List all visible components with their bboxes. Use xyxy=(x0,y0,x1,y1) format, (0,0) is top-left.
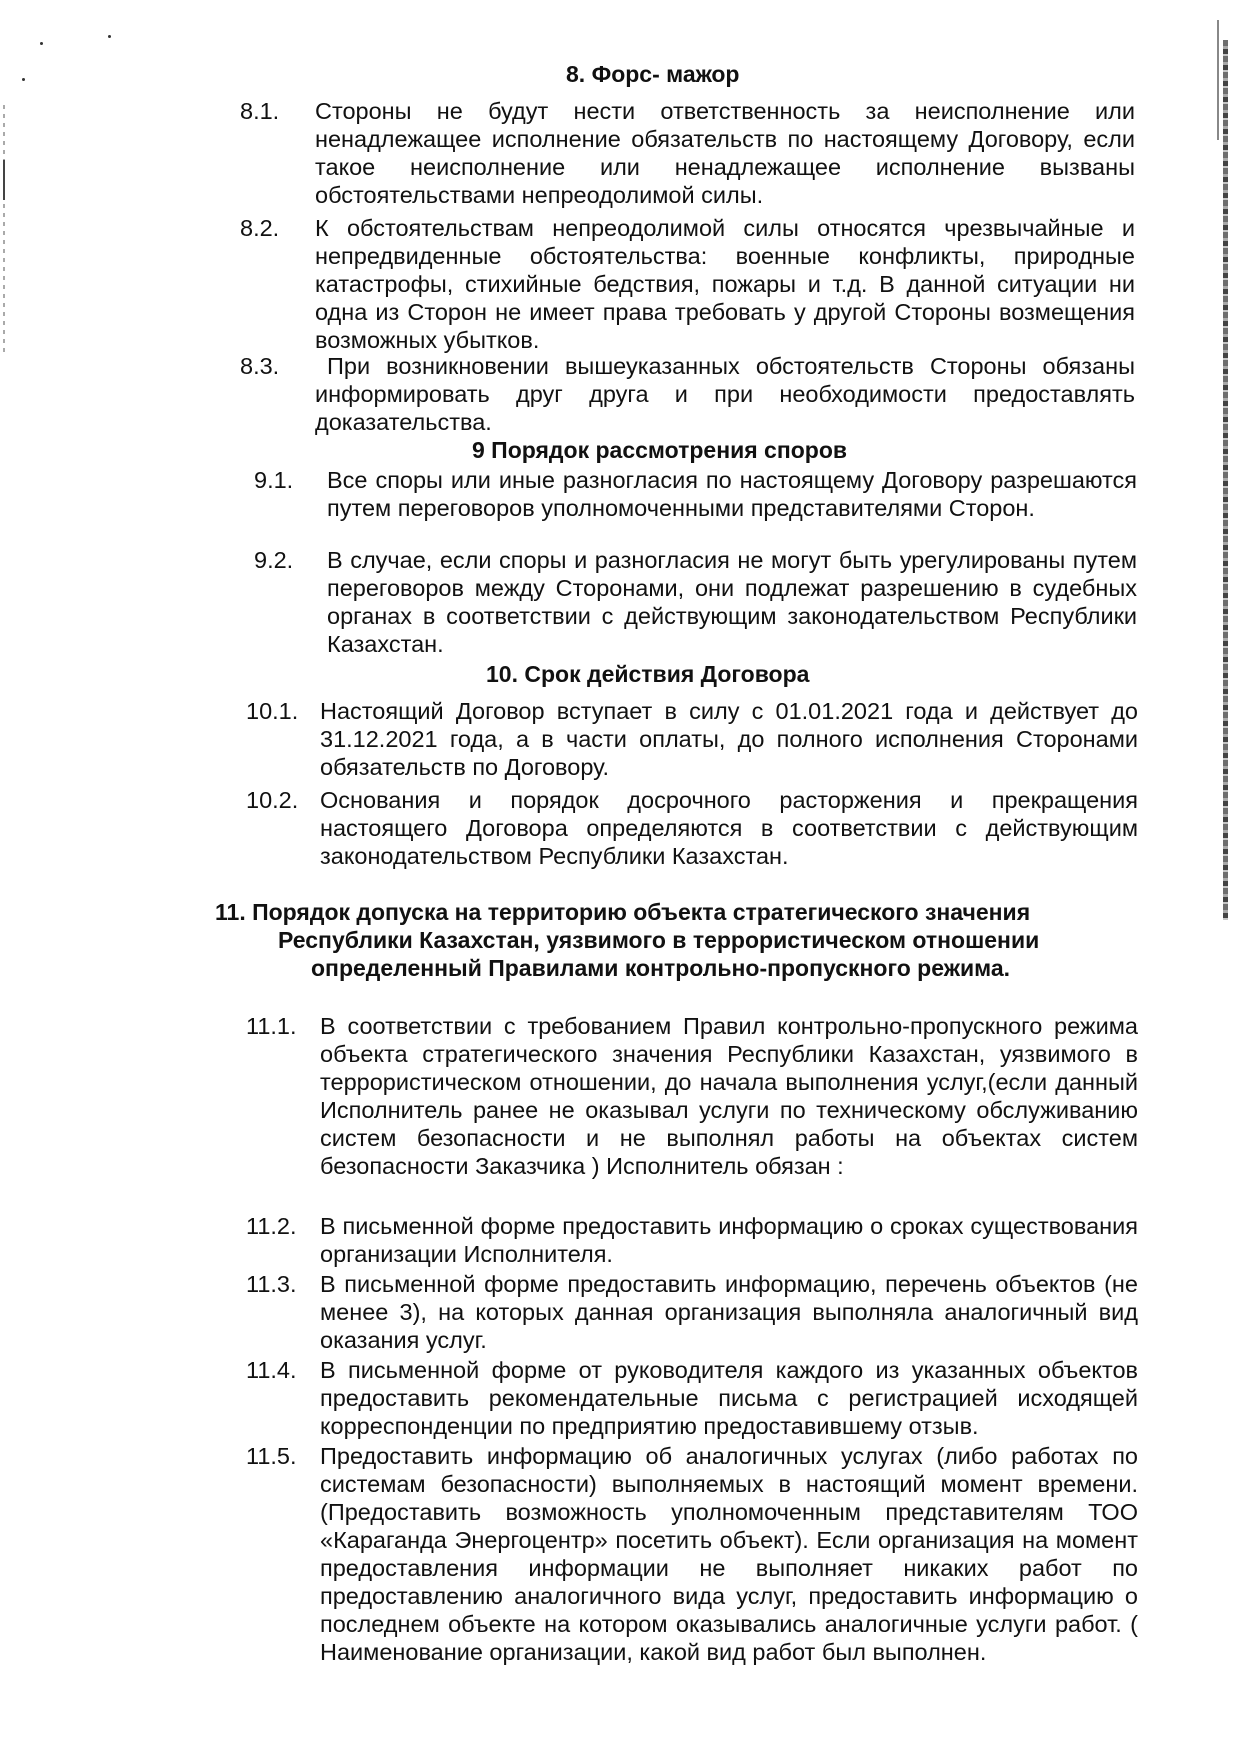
scan-edge-right xyxy=(1223,40,1228,920)
clause-number: 10.1. xyxy=(246,698,299,724)
section-11-heading-line2: Республики Казахстан, уязвимого в террористическом отношении xyxy=(278,927,1040,953)
clause-text: В письменной форме предоставить информацию, перечень объектов (не менее 3), на которых данная организация выполняла аналогичный вид оказания услуг. xyxy=(320,1271,1138,1353)
scan-edge-left xyxy=(3,105,5,355)
clause-number: 10.2. xyxy=(246,787,299,813)
clause-number: 8.1. xyxy=(240,98,280,124)
section-9-heading: 9 Порядок рассмотрения споров xyxy=(472,437,848,463)
clause-text: В письменной форме предоставить информацию о сроках существования организации Исполнителя. xyxy=(320,1213,1138,1267)
clause-text: Настоящий Договор вступает в силу с 01.01.2021 года и действует до 31.12.2021 года, а в части оплаты, до полного исполнения Сторонами обязательств по Договору. xyxy=(320,698,1138,780)
section-11-heading-line1: 11. Порядок допуска на территорию объекта стратегического значения xyxy=(215,899,1031,925)
clause-number: 11.5. xyxy=(246,1443,297,1469)
clause-number: 11.4. xyxy=(246,1357,297,1383)
section-8-heading: 8. Форс- мажор xyxy=(566,61,740,87)
clause-text: Предоставить информацию об аналогичных услугах (либо работах по системам безопасности) выполняемых в настоящий момент времени. (Предоставить возможность уполномоченным представителям ТОО «Караганда Энергоцентр» посетить объект). Если организация на момент предоставления информации не выполняет никаких работ по предоставлению аналогичного вида услуг, предоставить информацию о последнем объекте на котором оказывались аналогичные услуги работ. ( Наименование организации, какой вид работ был выполнен. xyxy=(320,1443,1138,1665)
scan-speck xyxy=(40,42,43,45)
clause-text: К обстоятельствам непреодолимой силы относятся чрезвычайные и непредвиденные обстоятельства: военные конфликты, природные катастрофы, стихийные бедствия, пожары и т.д. В данной ситуации ни одна из Сторон не имеет права требовать у другой Стороны возмещения возможных убытков. xyxy=(315,215,1135,353)
clause-text: В соответствии с требованием Правил контрольно-пропускного режима объекта стратегического значения Республики Казахстан, уязвимого в террористическом отношении, до начала выполнения услуг,(если данный Исполнитель ранее не оказывал услуги по техническому обслуживанию систем безопасности и не выполнял работы на объектах систем безопасности Заказчика ) Исполнитель обязан : xyxy=(320,1013,1138,1179)
section-11-heading-line3: определенный Правилами контрольно-пропускного режима. xyxy=(311,955,1011,981)
clause-text: Все споры или иные разногласия по настоящему Договору разрешаются путем переговоров уполномоченными представителями Сторон. xyxy=(327,467,1137,521)
clause-text: В случае, если споры и разногласия не могут быть урегулированы путем переговоров между Сторонами, они подлежат разрешению в судебных органах в соответствии с действующим законодательством Республики Казахстан. xyxy=(327,547,1137,657)
clause-number: 9.1. xyxy=(254,467,294,493)
scan-edge-right-mark xyxy=(1217,20,1219,140)
clause-text: При возникновении вышеуказанных обстоятельств Стороны обязаны информировать друг друга и при необходимости предоставлять доказательства. xyxy=(315,353,1135,435)
scan-speck xyxy=(22,78,25,81)
clause-number: 11.2. xyxy=(246,1213,297,1239)
section-10-heading: 10. Срок действия Договора xyxy=(486,661,810,687)
scan-edge-left-mark xyxy=(3,160,5,200)
clause-number: 8.3. xyxy=(240,353,280,379)
clause-number: 8.2. xyxy=(240,215,280,241)
clause-text: Стороны не будут нести ответственность за неисполнение или ненадлежащее исполнение обязательств по настоящему Договору, если такое неисполнение или ненадлежащее исполнение вызваны обстоятельствами непреодолимой силы. xyxy=(315,98,1135,208)
clause-number: 9.2. xyxy=(254,547,294,573)
clause-text: В письменной форме от руководителя каждого из указанных объектов предоставить рекомендательные письма с регистрацией исходящей корреспонденции по предприятию предоставившему отзыв. xyxy=(320,1357,1138,1439)
clause-number: 11.3. xyxy=(246,1271,297,1297)
clause-number: 11.1. xyxy=(246,1013,297,1039)
scan-speck xyxy=(108,35,111,38)
clause-text: Основания и порядок досрочного расторжения и прекращения настоящего Договора определяются в соответствии с действующим законодательством Республики Казахстан. xyxy=(320,787,1138,869)
